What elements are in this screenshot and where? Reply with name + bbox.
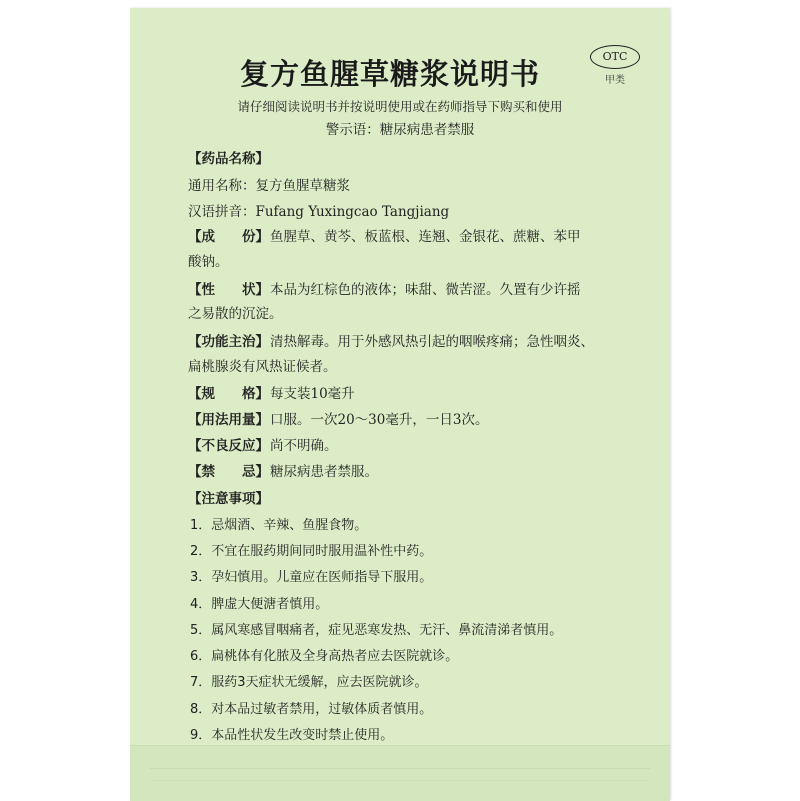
list-item: 3．孕妇慎用。儿童应在医师指导下服用。 [190, 570, 433, 585]
specification-text: 每支装10毫升 [270, 386, 355, 402]
pinyin-name: 汉语拼音：Fufang Yuxingcao Tangjiang [188, 204, 450, 220]
description-heading: 【性 状】 [188, 282, 269, 298]
ingredients-text-cont: 酸钠。 [188, 254, 229, 270]
drug-name-heading: 【药品名称】 [188, 151, 269, 167]
dosage-text: 口服。一次20～30毫升，一日3次。 [270, 412, 489, 428]
contraindications-heading: 【禁 忌】 [188, 464, 269, 480]
indications-text: 清热解毒。用于外感风热引起的咽喉疼痛；急性咽炎、 [270, 334, 594, 350]
list-item: 9．本品性状发生改变时禁止使用。 [190, 728, 394, 743]
list-item: 7．服药3天症状无缓解，应去医院就诊。 [190, 675, 428, 690]
ingredients-text: 鱼腥草、黄芩、板蓝根、连翘、金银花、蔗糖、苯甲 [270, 229, 581, 245]
description-text-cont: 之易散的沉淀。 [188, 306, 283, 322]
document-title: 复方鱼腥草糖浆说明书 [239, 57, 540, 91]
list-item: 4．脾虚大便溏者慎用。 [190, 597, 329, 612]
contraindications-text: 糖尿病患者禁服。 [270, 464, 378, 480]
precautions-heading: 【注意事项】 [188, 491, 269, 507]
adverse-text: 尚不明确。 [270, 438, 338, 454]
ghost-text-line [150, 780, 650, 781]
adverse-heading: 【不良反应】 [188, 438, 269, 454]
list-item: 1．忌烟酒、辛辣、鱼腥食物。 [190, 518, 368, 533]
list-item: 2．不宜在服药期间同时服用温补性中药。 [190, 544, 433, 559]
specification-heading: 【规 格】 [188, 386, 269, 402]
ingredients-heading: 【成 份】 [188, 229, 269, 245]
indications-text-cont: 扁桃腺炎有风热证候者。 [188, 359, 337, 375]
usage-advice: 请仔细阅读说明书并按说明使用或在药师指导下购买和使用 [237, 99, 563, 114]
list-item: 6．扁桃体有化脓及全身高热者应去医院就诊。 [190, 649, 459, 664]
ghost-text-line [150, 768, 650, 769]
generic-name: 通用名称：复方鱼腥草糖浆 [188, 178, 350, 194]
description-text: 本品为红棕色的液体；味甜、微苦涩。久置有少许摇 [270, 282, 581, 298]
list-item: 8．对本品过敏者禁用，过敏体质者慎用。 [190, 702, 433, 717]
otc-badge: OTC [590, 45, 640, 69]
indications-heading: 【功能主治】 [188, 334, 269, 350]
second-sheet-edge [130, 745, 670, 801]
list-item: 5．属风寒感冒咽痛者，症见恶寒发热、无汗、鼻流清涕者慎用。 [190, 623, 563, 638]
otc-class-label: 甲类 [605, 75, 625, 86]
dosage-heading: 【用法用量】 [188, 412, 269, 428]
warning-statement: 警示语：糖尿病患者禁服 [325, 122, 475, 138]
